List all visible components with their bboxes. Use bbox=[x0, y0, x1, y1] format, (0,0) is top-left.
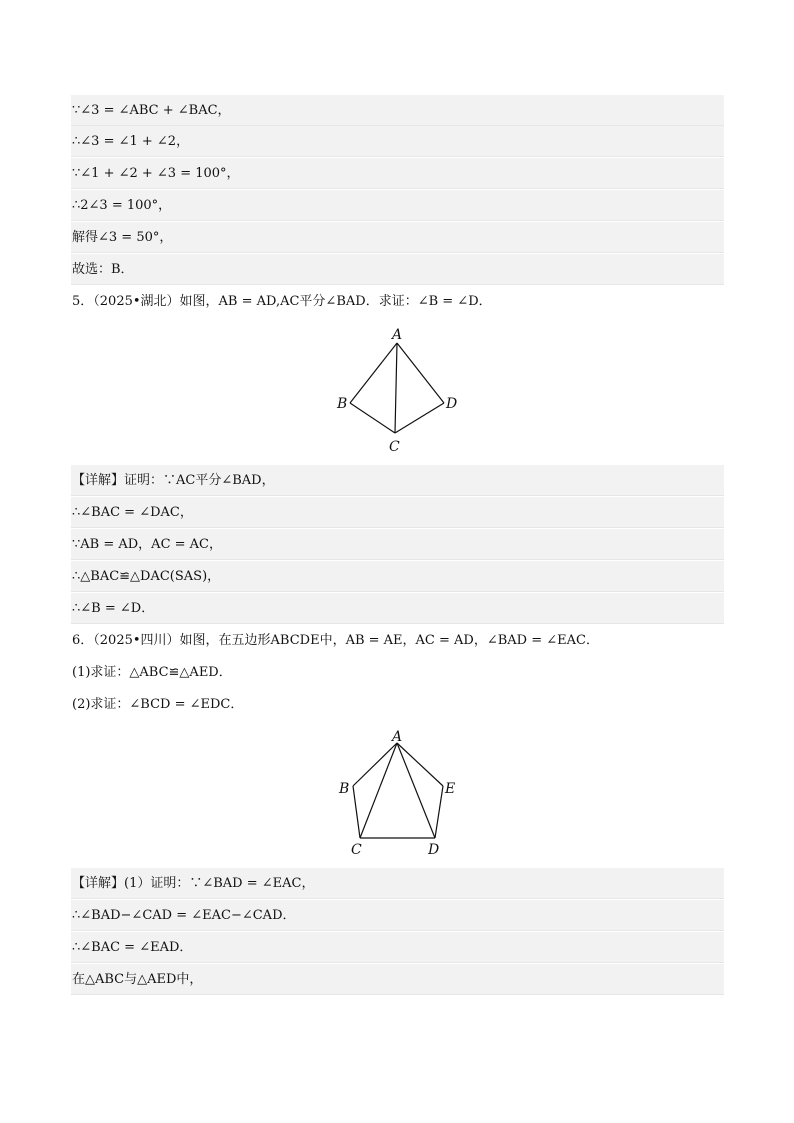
segment-AB bbox=[350, 343, 397, 403]
q5-kite-figure bbox=[330, 322, 465, 457]
solution-line: ∵∠3 = ∠ABC + ∠BAC， bbox=[71, 95, 724, 126]
segment-AD bbox=[397, 343, 444, 403]
point-label-D: D bbox=[428, 842, 440, 858]
point-label-A: A bbox=[392, 327, 403, 343]
solution-line: 【详解】证明：∵AC平分∠BAD， bbox=[71, 465, 724, 496]
segment-AD bbox=[397, 743, 435, 838]
point-label-E: E bbox=[445, 781, 456, 797]
point-label-B: B bbox=[337, 396, 348, 412]
segment-BC bbox=[350, 403, 395, 433]
point-label-A: A bbox=[392, 729, 403, 745]
q6-pentagon-diagram bbox=[330, 724, 465, 859]
solution-line: ∴∠BAC = ∠EAD． bbox=[71, 932, 724, 963]
segment-BC bbox=[353, 786, 360, 838]
solution-line: ∴∠BAC = ∠DAC， bbox=[71, 497, 724, 528]
point-label-D: D bbox=[446, 396, 458, 412]
segment-AB bbox=[353, 743, 397, 786]
point-label-C: C bbox=[389, 439, 400, 455]
segment-DE bbox=[435, 786, 443, 838]
solution-line: 解得∠3 = 50°， bbox=[71, 222, 724, 253]
solution-line: ∴2∠3 = 100°， bbox=[71, 190, 724, 221]
solution-line: 【详解】(1）证明：∵∠BAD = ∠EAC， bbox=[71, 868, 724, 899]
segment-AC bbox=[360, 743, 397, 838]
question-6-part-2: (2)求证：∠BCD = ∠EDC． bbox=[72, 697, 244, 712]
solution-line: ∴∠B = ∠D． bbox=[71, 593, 724, 624]
solution-line: 故选：B． bbox=[71, 254, 724, 285]
solution-line: 在△ABC与△AED中， bbox=[71, 964, 724, 995]
segment-EA bbox=[397, 743, 443, 786]
solution-line: ∴∠BAD−∠CAD = ∠EAC−∠CAD． bbox=[71, 900, 724, 931]
q5-kite-diagram bbox=[330, 322, 465, 457]
segment-DC bbox=[395, 403, 444, 433]
question-5-stem: 5．（2025•湖北）如图，AB = AD,AC平分∠BAD．求证：∠B = ∠D． bbox=[72, 294, 492, 309]
solution-line: ∵AB = AD，AC = AC， bbox=[71, 529, 724, 560]
question-6-stem: 6．（2025•四川）如图，在五边形ABCDE中，AB = AE，AC = AD，∠BAD = ∠EAC． bbox=[72, 633, 599, 648]
solution-line: ∴∠3 = ∠1 + ∠2， bbox=[71, 126, 724, 157]
solution-line: ∴△BAC≌△DAC(SAS)， bbox=[71, 561, 724, 592]
question-6-part-1: (1)求证：△ABC≌△AED． bbox=[72, 665, 232, 680]
point-label-C: C bbox=[351, 842, 362, 858]
solution-line: ∵∠1 + ∠2 + ∠3 = 100°， bbox=[71, 158, 724, 189]
segment-AC bbox=[395, 343, 397, 433]
q6-pentagon-figure bbox=[330, 724, 465, 859]
point-label-B: B bbox=[339, 781, 350, 797]
